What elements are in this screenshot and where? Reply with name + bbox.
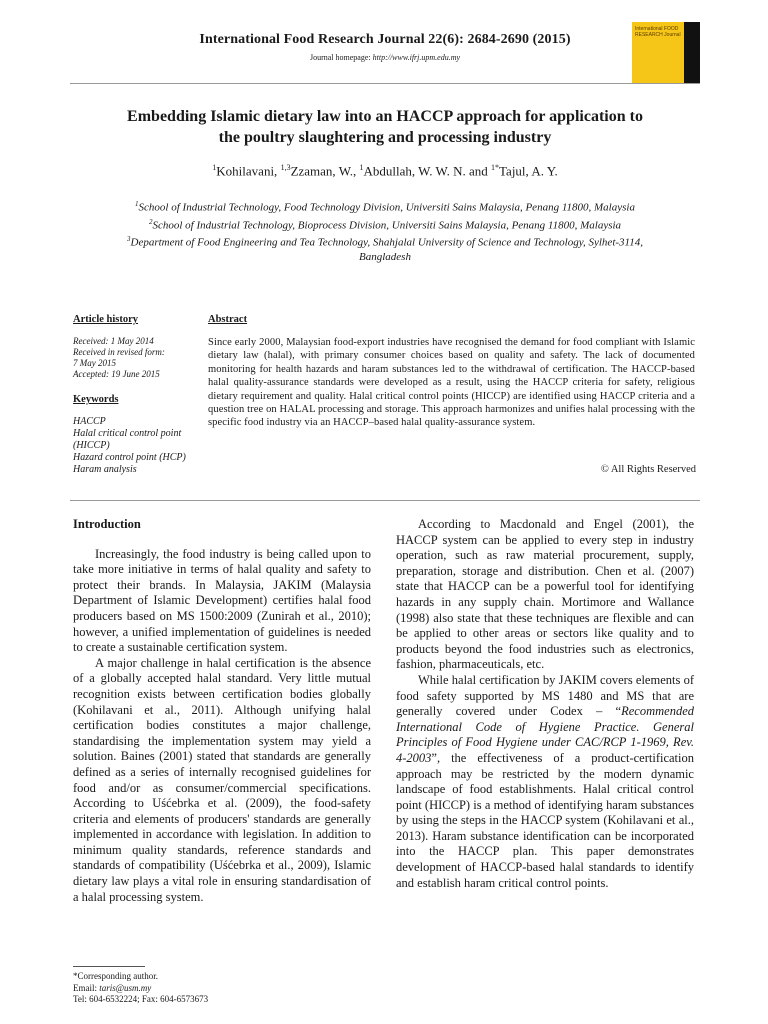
affiliation-1 xyxy=(120,197,650,215)
affiliation-text: School of Industrial Technology, Bioprocess Division, Universiti Sains Malaysia, Penang 11800, Malaysia xyxy=(152,219,622,232)
paragraph-part: ”, the effectiveness of a product-certification approach may be restricted by the modern dynamic landscape of food establishments. Halal critical control point (HICCP) is a method of identifying haram substances by using the steps in the HACCP system (Kohilavani et al., 2013). Haram substance identification can be incorporated into the HACCP plan. This paper demonstrates development of HACCP-based halal standards to identify and establish haram critical control points. xyxy=(396,750,694,890)
author-sup: 1 xyxy=(212,163,217,172)
author-name: Zzaman, W., xyxy=(290,163,360,179)
email-link[interactable]: taris@usm.my xyxy=(99,982,152,993)
accepted-date: Accepted: 19 June 2015 xyxy=(73,369,160,379)
homepage-link[interactable]: http://www.ifrj.upm.edu.my xyxy=(372,53,461,62)
footnote xyxy=(73,971,373,1006)
article-history-heading: Article history xyxy=(73,314,139,325)
corresponding-author: *Corresponding author. xyxy=(73,971,158,981)
affiliation-sup: 1 xyxy=(135,200,139,208)
email-label: Email: xyxy=(73,982,100,993)
phone-line: Tel: 604-6532224; Fax: 604-6573673 xyxy=(73,994,209,1004)
rights-notice: © All Rights Reserved xyxy=(600,464,696,475)
author-sup: 1* xyxy=(491,163,500,172)
affiliation-sup: 2 xyxy=(148,217,153,226)
journal-homepage xyxy=(170,53,600,62)
affiliation-2 xyxy=(120,215,650,233)
footnote-divider xyxy=(73,966,145,967)
keyword-item: Hazard control point (HCP) xyxy=(73,452,186,463)
affiliation-3 xyxy=(120,232,650,264)
affiliations xyxy=(120,197,650,264)
paragraph xyxy=(396,673,694,891)
paragraph-part: While halal certification by JAKIM covers elements of food safety supported by MS 1480 and MS that are generally covered under Codex – “ xyxy=(396,672,694,719)
keyword-item: Halal critical control point (HICCP) xyxy=(73,428,182,451)
author-list xyxy=(70,163,700,179)
author-name: Abdullah, W. W. N. and xyxy=(363,163,492,179)
revised-label: Received in revised form: xyxy=(73,347,165,357)
keywords-heading: Keywords xyxy=(73,394,119,405)
paragraph: A major challenge in halal certification is the absence of a globally accepted halal standard. Very little mutual recognition exists between certification bodies globally (Kohilavani et al., 2011). Although unifying halal certification bodies constitutes a major challenge, standardising the implementation system may yield a solution. Baines (2001) stated that standards are generally defined as a series of internally recognised guidelines for food and/or as consumer/commercial specifications. According to Uśćebrka et al. (2009), the food-safety criteria and elements of producers' standards are generally implemented in accordance with legislation. In addition to minimum quality standards, reference standards and standards of compatibility (Uśćebrka et al., 2009), Islamic dietary law plays a vital role in ensuring standardisation of a halal processing system. xyxy=(73,655,371,904)
revised-date: 7 May 2015 xyxy=(73,358,116,368)
title-line-1: Embedding Islamic dietary law into an HACCP approach for application to xyxy=(127,108,643,125)
abstract-divider xyxy=(70,500,700,501)
author-name: Tajul, A. Y. xyxy=(499,163,558,179)
homepage-label: Journal homepage: xyxy=(309,53,373,62)
article-info-sidebar xyxy=(73,314,203,476)
introduction-heading: Introduction xyxy=(73,517,141,531)
paper-title xyxy=(70,106,700,148)
header-divider xyxy=(70,83,700,84)
body-column-left xyxy=(73,517,371,905)
affiliation-text: School of Industrial Technology, Food Technology Division, Universiti Sains Malaysia, Penang 11800, Malaysia xyxy=(138,201,635,214)
affiliation-text: Department of Food Engineering and Tea Technology, Shahjalal University of Science and Technology, Sylhet-3114, Bangladesh xyxy=(130,236,643,263)
codex-title: Recommended International Code of Hygiene Practice. General Principles of Food Hygiene under CAC/RCP 1-1969, Rev. 4-2003 xyxy=(396,704,694,765)
received-date: Received: 1 May 2014 xyxy=(73,336,154,346)
logo-text: International FOOD RESEARCH Journal xyxy=(635,26,681,38)
keyword-item: HACCP xyxy=(73,416,106,427)
title-line-2: the poultry slaughtering and processing industry xyxy=(218,129,552,146)
keyword-item: Haram analysis xyxy=(73,464,137,475)
email-line xyxy=(73,983,373,995)
author-sup: 1 xyxy=(359,163,364,172)
journal-title: International Food Research Journal 22(6): 2684-2690 (2015) xyxy=(199,32,571,47)
affiliation-sup: 3 xyxy=(127,235,131,244)
abstract-text: Since early 2000, Malaysian food-export industries have recognised the demand for food compliant with Islamic dietary law (halal), with primary consumer choices based on quality and safety. The lack of documented monitoring for health hazards and haram substances led to the withdrawal of certification. The HACCP-based halal quality-assurance standards were developed as a result, using the HACCP criteria for safety, religious dietary requirement and quality. Halal critical control points (HICCP) are identified using HACCP criteria and a question tree on HALAL processing and storage. This approach harmonizes and unifies halal processing with the specific food industry via an HACCP–based halal quality-assurance system. xyxy=(208,337,695,429)
article-history xyxy=(73,336,203,380)
author-name: Kohilavani, xyxy=(216,163,281,179)
paragraph: Increasingly, the food industry is being called upon to take more initiative in terms of halal quality and safety to protect their brands. In Malaysia, JAKIM (Malaysia Department of Islamic Development) certifies halal food producers based on MS 1500:2009 (Zunirah et al., 2010); however, a unified implementation of guidelines is needed to create a sustainable certification system. xyxy=(73,546,371,655)
body-column-right xyxy=(396,517,694,891)
author-sup: 1,3 xyxy=(280,163,291,172)
abstract-heading: Abstract xyxy=(208,314,248,325)
keyword-list xyxy=(73,416,203,476)
paragraph: According to Macdonald and Engel (2001), the HACCP system can be applied to every step in industry operation, such as raw material procurement, supply, preparation, storage and distribution. Chen et al. (2007) state that HACCP can be a powerful tool for identifying hazards in any supply chain. Mortimore and Wallance (1998) also state that these techniques are flexible and can be applied to other areas or sectors like quality and to products beyond the food industries such as electronics, fashion, pharmaceuticals, etc. xyxy=(396,517,694,672)
journal-logo xyxy=(632,22,700,84)
